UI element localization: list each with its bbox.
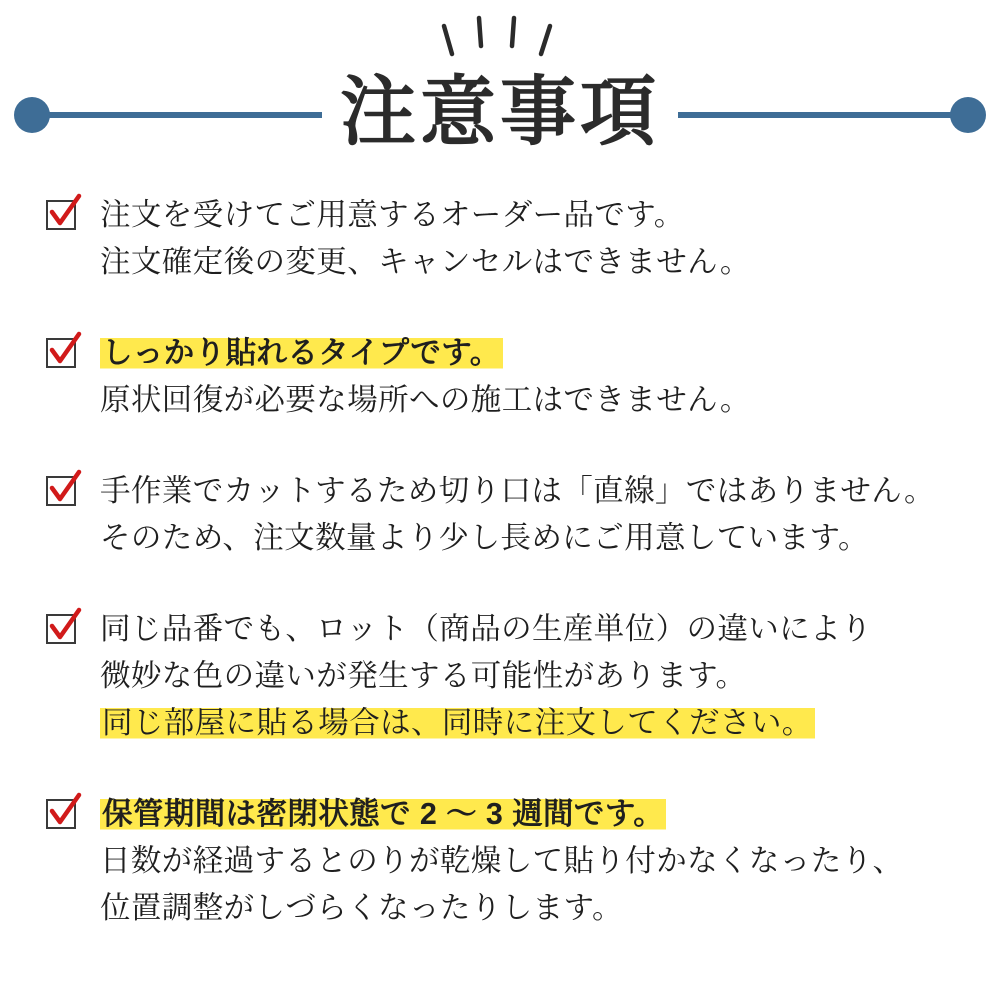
note-line: 原状回復が必要な場所への施工はできません。 (100, 383, 751, 417)
note-line: 位置調整がしづらくなったりします。 (100, 891, 623, 925)
note-line: 日数が経過するとのりが乾燥して貼り付かなくなったり、 (100, 844, 904, 878)
checked-checkbox-icon (46, 338, 80, 372)
note-line: 注文確定後の変更、キャンセルはできません。 (100, 245, 751, 279)
page-title: 注意事項 (340, 67, 660, 156)
checked-checkbox-icon (46, 200, 80, 234)
rule-right (678, 112, 964, 118)
list-item (46, 468, 1000, 562)
note-line: 注文を受けてご用意するオーダー品です。 (100, 198, 685, 232)
list-item (46, 791, 1000, 932)
checked-checkbox-icon (46, 476, 80, 510)
note-line: 同じ品番でも、ロット（商品の生産単位）の違いにより (100, 612, 872, 646)
list-item (46, 192, 1000, 286)
notes-list (0, 192, 1000, 976)
note-line: 手作業でカットするため切り口は「直線」ではありません。 (100, 474, 935, 508)
note-line: そのため、注文数量より少し長めにご用意しています。 (100, 521, 869, 555)
note-text (100, 791, 1000, 932)
page-header (0, 0, 1000, 175)
note-text (100, 468, 1000, 562)
note-text (100, 330, 1000, 424)
note-line: 同じ部屋に貼る場合は、同時に注文してください。 (102, 706, 813, 740)
note-line: 微妙な色の違いが発生する可能性があります。 (100, 659, 747, 693)
note-line: しっかり貼れるタイプです。 (102, 336, 501, 370)
note-text (100, 606, 1000, 747)
note-line: 保管期間は密閉状態で 2 〜 3 週間です。 (102, 797, 665, 831)
checked-checkbox-icon (46, 799, 80, 833)
rule-dot-right (950, 97, 986, 133)
list-item (46, 330, 1000, 424)
list-item (46, 606, 1000, 747)
checked-checkbox-icon (46, 614, 80, 648)
note-text (100, 192, 1000, 286)
sparkle-burst-icon (0, 14, 1000, 69)
